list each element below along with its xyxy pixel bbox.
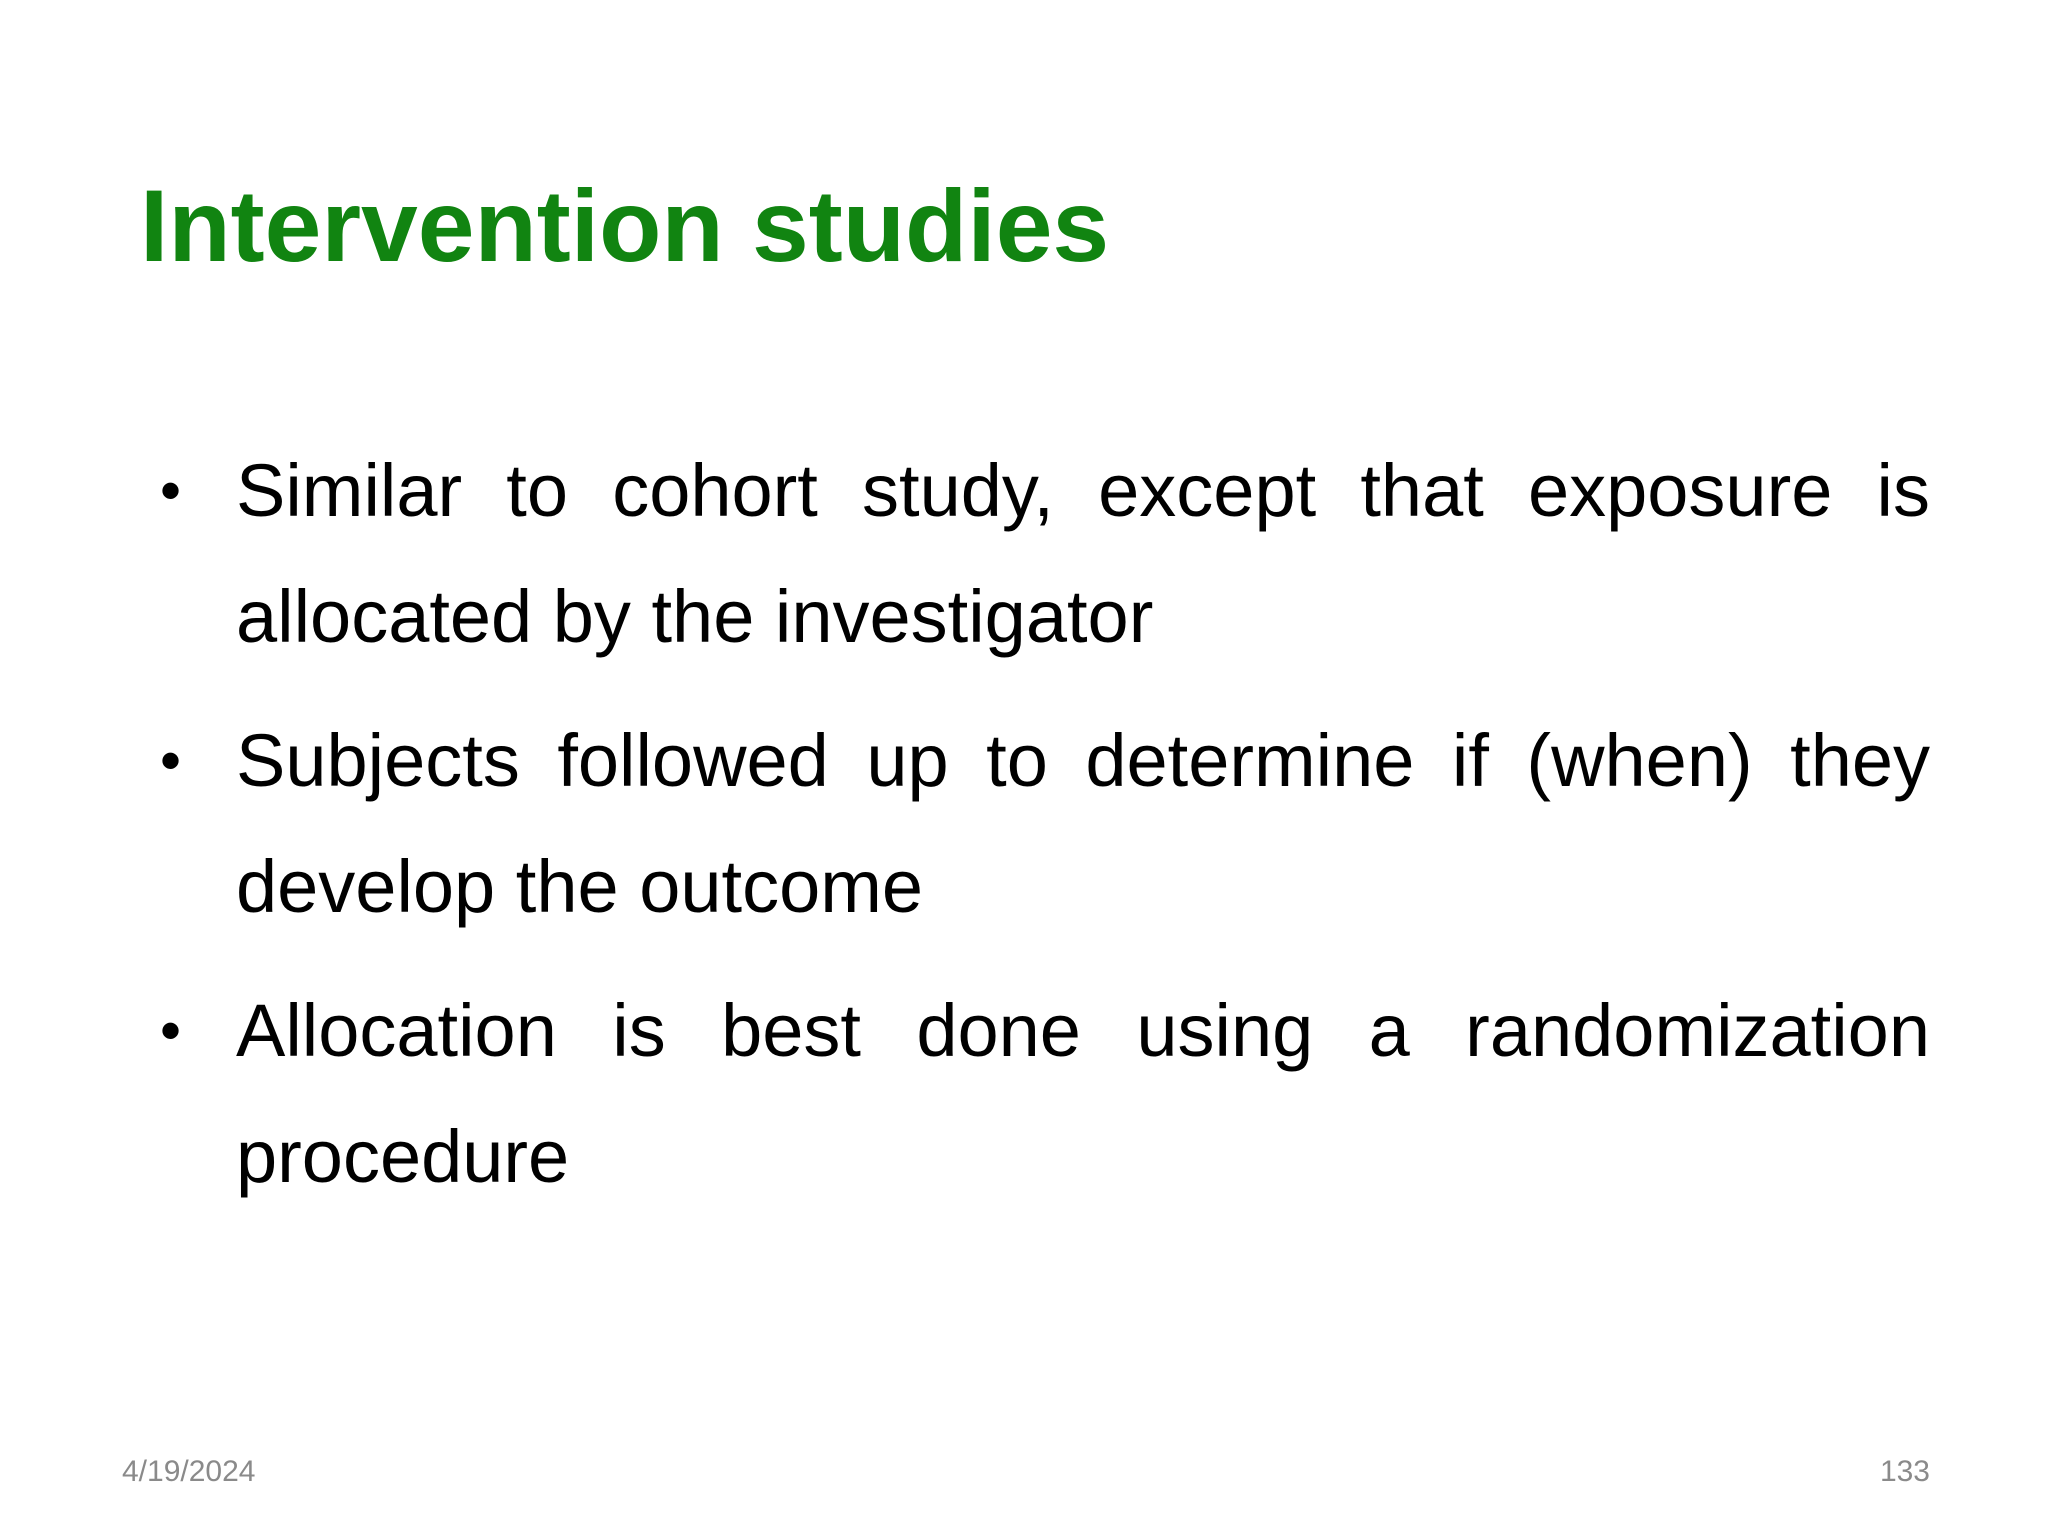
bullet-icon: •: [160, 457, 182, 524]
bullet-text: Allocation is best done using a randomization procedure: [236, 989, 1930, 1198]
bullet-text: Similar to cohort study, except that exposure is allocated by the investigator: [236, 449, 1930, 658]
bullet-text: Subjects followed up to determine if (when) they develop the outcome: [236, 719, 1930, 928]
bullet-icon: •: [160, 997, 182, 1064]
footer-page-number: 133: [1879, 1455, 1930, 1488]
bullet-icon: •: [160, 727, 182, 794]
bullet-item: [150, 428, 1930, 680]
bullet-item: [150, 968, 1930, 1220]
bullet-item: [150, 698, 1930, 950]
bullet-list: [150, 428, 1930, 1238]
slide-title: Intervention studies: [140, 169, 1110, 283]
footer-date: 4/19/2024: [122, 1455, 256, 1488]
